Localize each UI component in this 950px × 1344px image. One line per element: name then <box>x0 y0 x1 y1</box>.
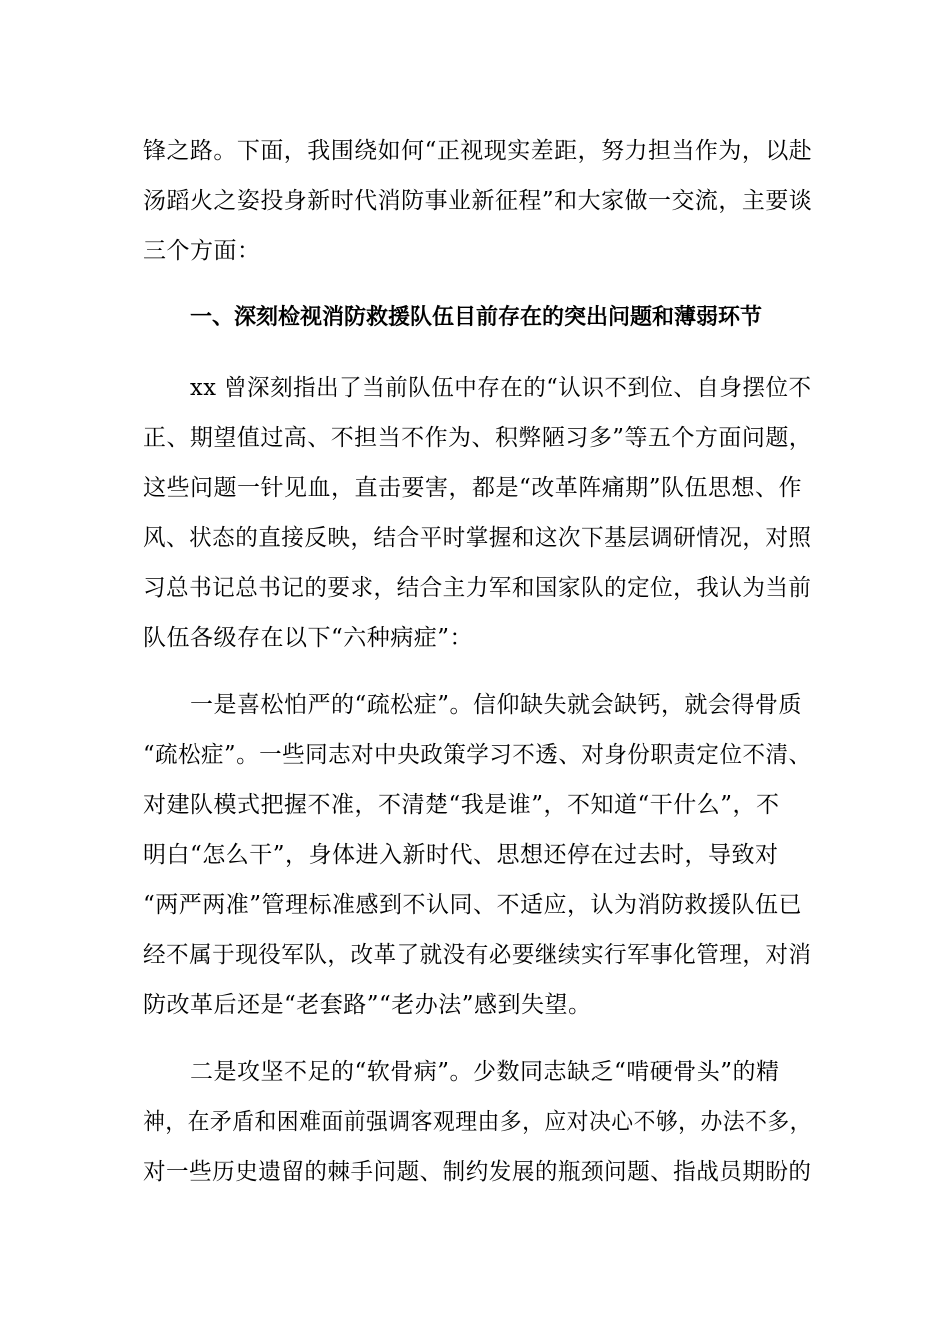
intro-line-1: 锋之路。下面，我围绕如何“正视现实差距，努力担当作为，以赴 <box>143 138 813 164</box>
paragraph-1-line-1: xx 曾深刻指出了当前队伍中存在的“认识不到位、自身摆位不 <box>190 375 812 401</box>
paragraph-2-line-5: “两严两准”管理标准感到不认同、不适应，认为消防救援队伍已 <box>143 892 803 918</box>
paragraph-2-line-4: 明白“怎么干”，身体进入新时代、思想还停在过去时，导致对 <box>143 842 779 868</box>
paragraph-2-line-3: 对建队模式把握不准，不清楚“我是谁”，不知道“干什么”，不 <box>143 792 780 818</box>
paragraph-2-line-2: “疏松症”。一些同志对中央政策学习不透、对身份职责定位不清、 <box>143 742 812 768</box>
paragraph-1-line-2: 正、期望值过高、不担当不作为、积弊陋习多”等五个方面问题， <box>143 425 813 451</box>
paragraph-1-line-3: 这些问题一针见血，直击要害，都是“改革阵痛期”队伍思想、作 <box>143 475 803 501</box>
intro-line-2: 汤蹈火之姿投身新时代消防事业新征程”和大家做一交流，主要谈 <box>143 188 813 214</box>
paragraph-2-line-6: 经不属于现役军队，改革了就没有必要继续实行军事化管理，对消 <box>143 942 812 968</box>
section-heading-1: 一、深刻检视消防救援队伍目前存在的突出问题和薄弱环节 <box>190 305 763 330</box>
paragraph-1-line-5: 习总书记总书记的要求，结合主力军和国家队的定位，我认为当前 <box>143 575 812 601</box>
paragraph-2-line-7: 防改革后还是“老套路”“老办法”感到失望。 <box>143 992 592 1018</box>
paragraph-2-line-1: 一是喜松怕严的“疏松症”。信仰缺失就会缺钙，就会得骨质 <box>190 692 803 718</box>
paragraph-1-line-4: 风、状态的直接反映，结合平时掌握和这次下基层调研情况，对照 <box>143 525 812 551</box>
paragraph-1-line-6: 队伍各级存在以下“六种病症”： <box>143 625 474 651</box>
paragraph-3-line-3: 对一些历史遗留的棘手问题、制约发展的瓶颈问题、指战员期盼的 <box>143 1159 812 1185</box>
paragraph-3-line-1: 二是攻坚不足的“软骨病”。少数同志缺乏“啃硬骨头”的精 <box>190 1059 780 1085</box>
paragraph-3-line-2: 神，在矛盾和困难面前强调客观理由多，应对决心不够，办法不多， <box>143 1109 812 1135</box>
intro-line-3: 三个方面： <box>143 238 261 264</box>
